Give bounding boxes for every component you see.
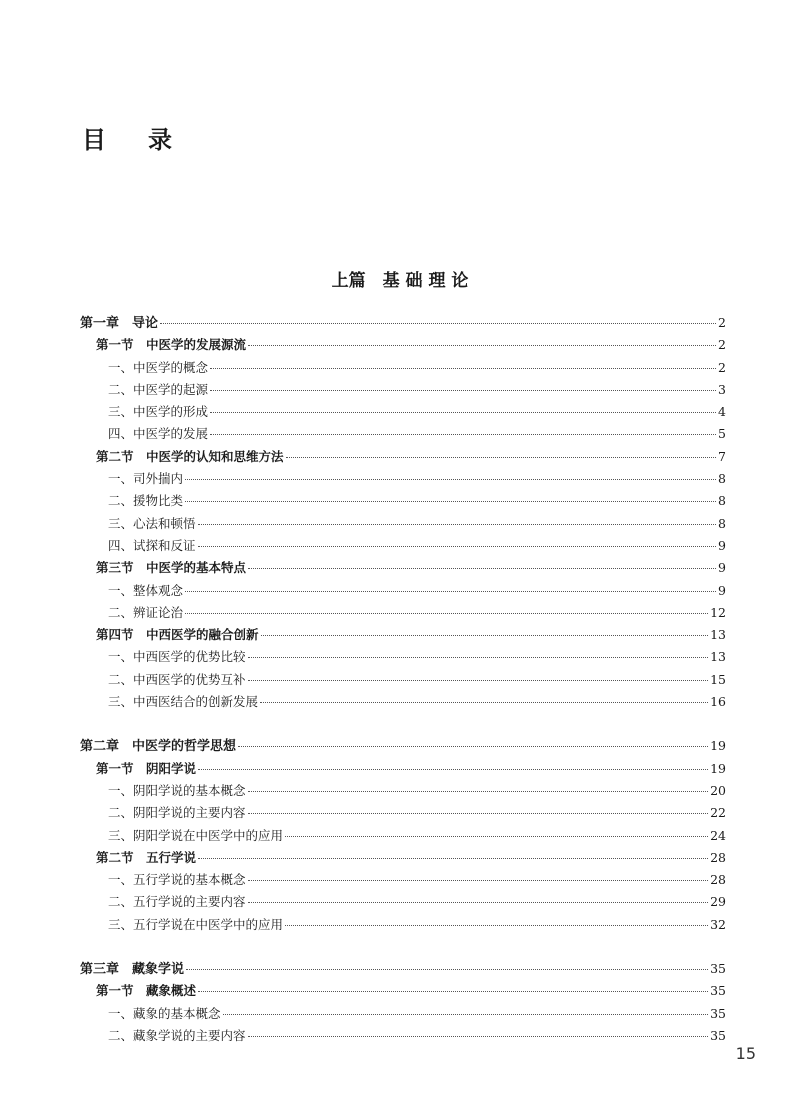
toc-entry-page: 29 [710, 894, 726, 910]
toc-entry-page: 22 [710, 805, 726, 821]
toc-entry-page: 5 [718, 426, 726, 442]
toc-item-row[interactable] [80, 468, 726, 490]
toc-entry-label: 一、中西医学的优势比较 [108, 649, 246, 665]
dot-leader [185, 478, 716, 480]
toc-entry-page: 9 [718, 582, 726, 598]
toc-entry-page: 3 [718, 381, 726, 397]
toc-entry-label: 第一章 导论 [80, 316, 159, 331]
dot-leader [248, 1035, 709, 1037]
toc-item-row[interactable] [80, 691, 726, 713]
dot-leader [198, 857, 708, 859]
toc-entry-label: 第三节 中医学的基本特点 [96, 560, 247, 576]
toc-entry-page: 13 [710, 649, 726, 665]
dot-leader [286, 456, 717, 458]
dot-leader [261, 634, 709, 636]
dot-leader [238, 745, 708, 747]
toc-entry-page: 20 [710, 782, 726, 798]
toc-entry-page: 2 [718, 337, 726, 353]
page-title [82, 120, 172, 155]
toc-entry-page: 8 [718, 471, 726, 487]
toc-item-row[interactable] [80, 513, 726, 535]
toc-item-row[interactable] [80, 602, 726, 624]
toc-entry-label: 二、中西医学的优势互补 [108, 671, 246, 687]
toc-entry-page: 35 [710, 961, 726, 977]
toc-entry-page: 19 [710, 738, 726, 754]
toc-entry-label: 一、中医学的概念 [108, 359, 209, 375]
dot-leader [248, 790, 709, 792]
toc-entry-label: 第一节 阴阳学说 [96, 760, 197, 776]
toc-entry-page: 13 [710, 627, 726, 643]
toc-entry-page: 8 [718, 515, 726, 531]
toc-entry-page: 28 [710, 849, 726, 865]
dot-leader [248, 901, 709, 903]
toc-item-row[interactable] [80, 802, 726, 824]
dot-leader [248, 567, 716, 569]
toc-entry-label: 第四节 中西医学的融合创新 [96, 627, 259, 643]
toc-entry-page: 32 [710, 916, 726, 932]
toc-item-row[interactable] [80, 914, 726, 936]
dot-leader [210, 367, 716, 369]
toc-entry-label: 一、整体观念 [108, 582, 184, 598]
dot-leader [248, 656, 709, 658]
toc-entry-page: 9 [718, 537, 726, 553]
toc-entry-label: 二、辨证论治 [108, 604, 184, 620]
toc-entry-page: 9 [718, 560, 726, 576]
toc-entry-label: 三、中医学的形成 [108, 404, 209, 420]
dot-leader [248, 344, 716, 346]
toc-item-row[interactable] [80, 891, 726, 913]
toc-item-row[interactable] [80, 1003, 726, 1025]
toc-entry-label: 三、中西医结合的创新发展 [108, 694, 259, 710]
toc-entry-label: 二、五行学说的主要内容 [108, 894, 246, 910]
dot-leader [185, 590, 716, 592]
title-right-char: 录 [148, 126, 172, 154]
toc-section-row[interactable] [80, 847, 726, 869]
dot-leader [248, 679, 709, 681]
dot-leader [186, 968, 708, 970]
toc-section-row[interactable] [80, 334, 726, 356]
toc-entry-page: 35 [710, 983, 726, 999]
dot-leader [198, 990, 708, 992]
toc-item-row[interactable] [80, 580, 726, 602]
toc-chapter-row[interactable] [80, 312, 726, 334]
toc-entry-page: 4 [718, 404, 726, 420]
dot-leader [210, 411, 716, 413]
toc-entry-page: 8 [718, 493, 726, 509]
toc-entry-label: 二、藏象学说的主要内容 [108, 1027, 246, 1043]
toc-entry-label: 二、援物比类 [108, 493, 184, 509]
table-of-contents [80, 312, 726, 1047]
dot-leader [223, 1013, 709, 1015]
toc-entry-label: 三、心法和顿悟 [108, 515, 196, 531]
toc-entry-label: 第一节 藏象概述 [96, 983, 197, 999]
title-left-char: 目 [82, 126, 106, 154]
toc-entry-label: 第二章 中医学的哲学思想 [80, 739, 237, 755]
toc-item-row[interactable] [80, 780, 726, 802]
toc-section-row[interactable] [80, 758, 726, 780]
dot-leader [285, 924, 708, 926]
toc-entry-page: 7 [718, 448, 726, 464]
toc-item-row[interactable] [80, 357, 726, 379]
toc-entry-label: 第二节 五行学说 [96, 849, 197, 865]
toc-entry-label: 第三章 藏象学说 [80, 962, 185, 978]
toc-entry-page: 35 [710, 1005, 726, 1021]
toc-item-row[interactable] [80, 825, 726, 847]
toc-entry-label: 一、司外揣内 [108, 471, 184, 487]
toc-entry-label: 第二节 中医学的认知和思维方法 [96, 448, 284, 464]
page-number: 15 [735, 1044, 756, 1063]
toc-chapter-row[interactable] [80, 958, 726, 980]
toc-item-row[interactable] [80, 423, 726, 445]
dot-leader [185, 612, 708, 614]
toc-entry-label: 二、中医学的起源 [108, 381, 209, 397]
toc-entry-label: 四、试探和反证 [108, 537, 196, 553]
toc-section-row[interactable] [80, 624, 726, 646]
dot-leader [160, 322, 716, 324]
dot-leader [260, 701, 708, 703]
toc-entry-label: 三、五行学说在中医学中的应用 [108, 916, 284, 932]
toc-entry-page: 2 [718, 359, 726, 375]
dot-leader [185, 500, 716, 502]
toc-entry-page: 2 [718, 315, 726, 330]
toc-item-row[interactable] [80, 669, 726, 691]
toc-item-row[interactable] [80, 490, 726, 512]
dot-leader [210, 433, 716, 435]
toc-entry-page: 19 [710, 760, 726, 776]
toc-section-row[interactable] [80, 446, 726, 468]
toc-item-row[interactable] [80, 869, 726, 891]
toc-entry-label: 一、阴阳学说的基本概念 [108, 782, 246, 798]
toc-item-row[interactable] [80, 379, 726, 401]
dot-leader [198, 523, 717, 525]
toc-entry-label: 三、阴阳学说在中医学中的应用 [108, 827, 284, 843]
dot-leader [248, 812, 709, 814]
toc-entry-page: 28 [710, 872, 726, 888]
toc-chapter-row[interactable] [80, 735, 726, 757]
dot-leader [285, 835, 708, 837]
toc-entry-label: 二、阴阳学说的主要内容 [108, 805, 246, 821]
toc-entry-page: 16 [710, 694, 726, 710]
dot-leader [198, 768, 708, 770]
toc-entry-page: 12 [710, 604, 726, 620]
toc-item-row[interactable] [80, 1025, 726, 1047]
dot-leader [210, 389, 716, 391]
toc-entry-page: 15 [710, 671, 726, 687]
toc-entry-label: 四、中医学的发展 [108, 426, 209, 442]
dot-leader [198, 545, 717, 547]
toc-entry-label: 第一节 中医学的发展源流 [96, 337, 247, 353]
toc-entry-label: 一、五行学说的基本概念 [108, 872, 246, 888]
toc-item-row[interactable] [80, 401, 726, 423]
dot-leader [248, 879, 709, 881]
toc-item-row[interactable] [80, 535, 726, 557]
toc-section-row[interactable] [80, 557, 726, 579]
toc-section-row[interactable] [80, 980, 726, 1002]
part-title: 上篇 基 础 理 论 [331, 271, 469, 291]
toc-item-row[interactable] [80, 646, 726, 668]
toc-entry-page: 24 [710, 827, 726, 843]
toc-entry-label: 一、藏象的基本概念 [108, 1005, 221, 1021]
toc-entry-page: 35 [710, 1027, 726, 1043]
